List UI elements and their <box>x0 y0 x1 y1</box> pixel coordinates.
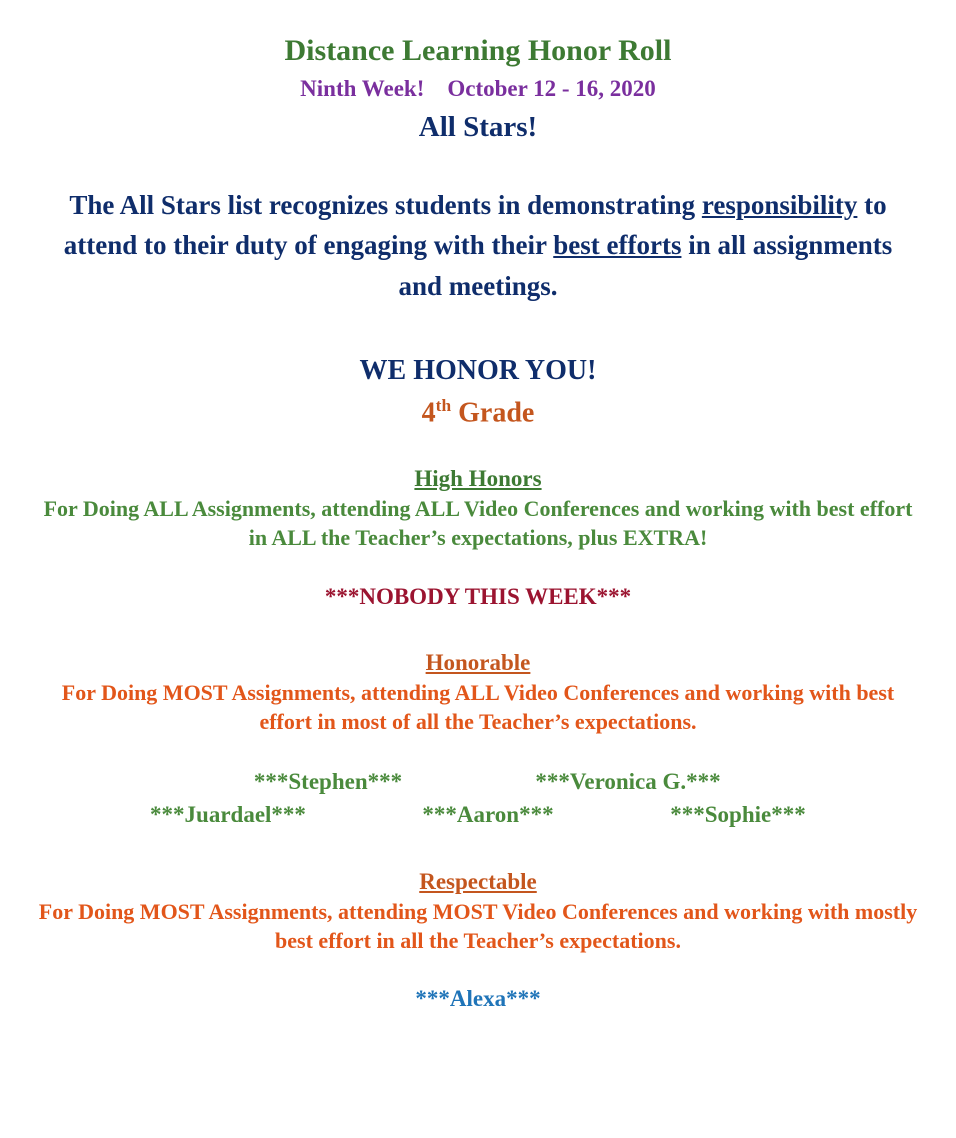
section-heading-respectable: Respectable <box>419 869 537 895</box>
section-description-high-honors: For Doing ALL Assignments, attending ALL Video Conferences and working with best effort in ALL the Teacher’s expectations, plus EXTRA! <box>43 495 913 551</box>
list-item: ***Veronica G.*** <box>535 768 721 794</box>
list-item: ***Alexa*** <box>415 985 541 1011</box>
section-honorable <box>30 648 926 831</box>
grade-heading <box>30 396 926 430</box>
intro-underline-responsibility: responsibility <box>701 189 858 220</box>
intro-part-3: in all assignments and meetings. <box>398 230 893 301</box>
all-stars-heading: All Stars! <box>418 111 538 144</box>
list-item: ***Juardael*** <box>150 801 306 827</box>
section-high-honors <box>30 464 926 612</box>
intro-underline-best-efforts: best efforts <box>553 230 682 261</box>
grade-word: Grade <box>451 397 535 429</box>
intro-paragraph <box>53 185 903 307</box>
section-heading-high-honors: High Honors <box>414 465 542 491</box>
section-description-honorable: For Doing MOST Assignments, attending ALL Video Conferences and working with best effort in most of all the Teacher’s expectations. <box>61 680 895 735</box>
list-item: ***Sophie*** <box>670 801 806 827</box>
grade-ordinal: th <box>435 395 452 415</box>
honorable-name-row <box>30 798 926 831</box>
week-date-subtitle: Ninth Week! October 12 - 16, 2020 <box>300 75 656 101</box>
section-respectable <box>30 867 926 1013</box>
section-description-respectable: For Doing MOST Assignments, attending MOST Video Conferences and working with mostly best effort in all the Teacher’s expectations. <box>38 899 918 954</box>
intro-part-2: to attend to their duty of engaging with their <box>63 189 887 261</box>
grade-number: 4 <box>421 397 436 429</box>
honorable-name-row <box>30 765 926 798</box>
intro-part-1: The All Stars list recognizes students in demonstrating <box>69 189 702 220</box>
page-title: Distance Learning Honor Roll <box>284 34 672 67</box>
we-honor-you-heading: WE HONOR YOU! <box>359 355 597 387</box>
honorable-name-list <box>30 765 926 832</box>
list-item: ***Stephen*** <box>253 768 403 794</box>
section-heading-honorable: Honorable <box>425 650 531 676</box>
respectable-name-list <box>30 984 926 1014</box>
high-honors-empty-note: ***NOBODY THIS WEEK*** <box>324 584 632 610</box>
list-item: ***Aaron*** <box>422 801 554 827</box>
